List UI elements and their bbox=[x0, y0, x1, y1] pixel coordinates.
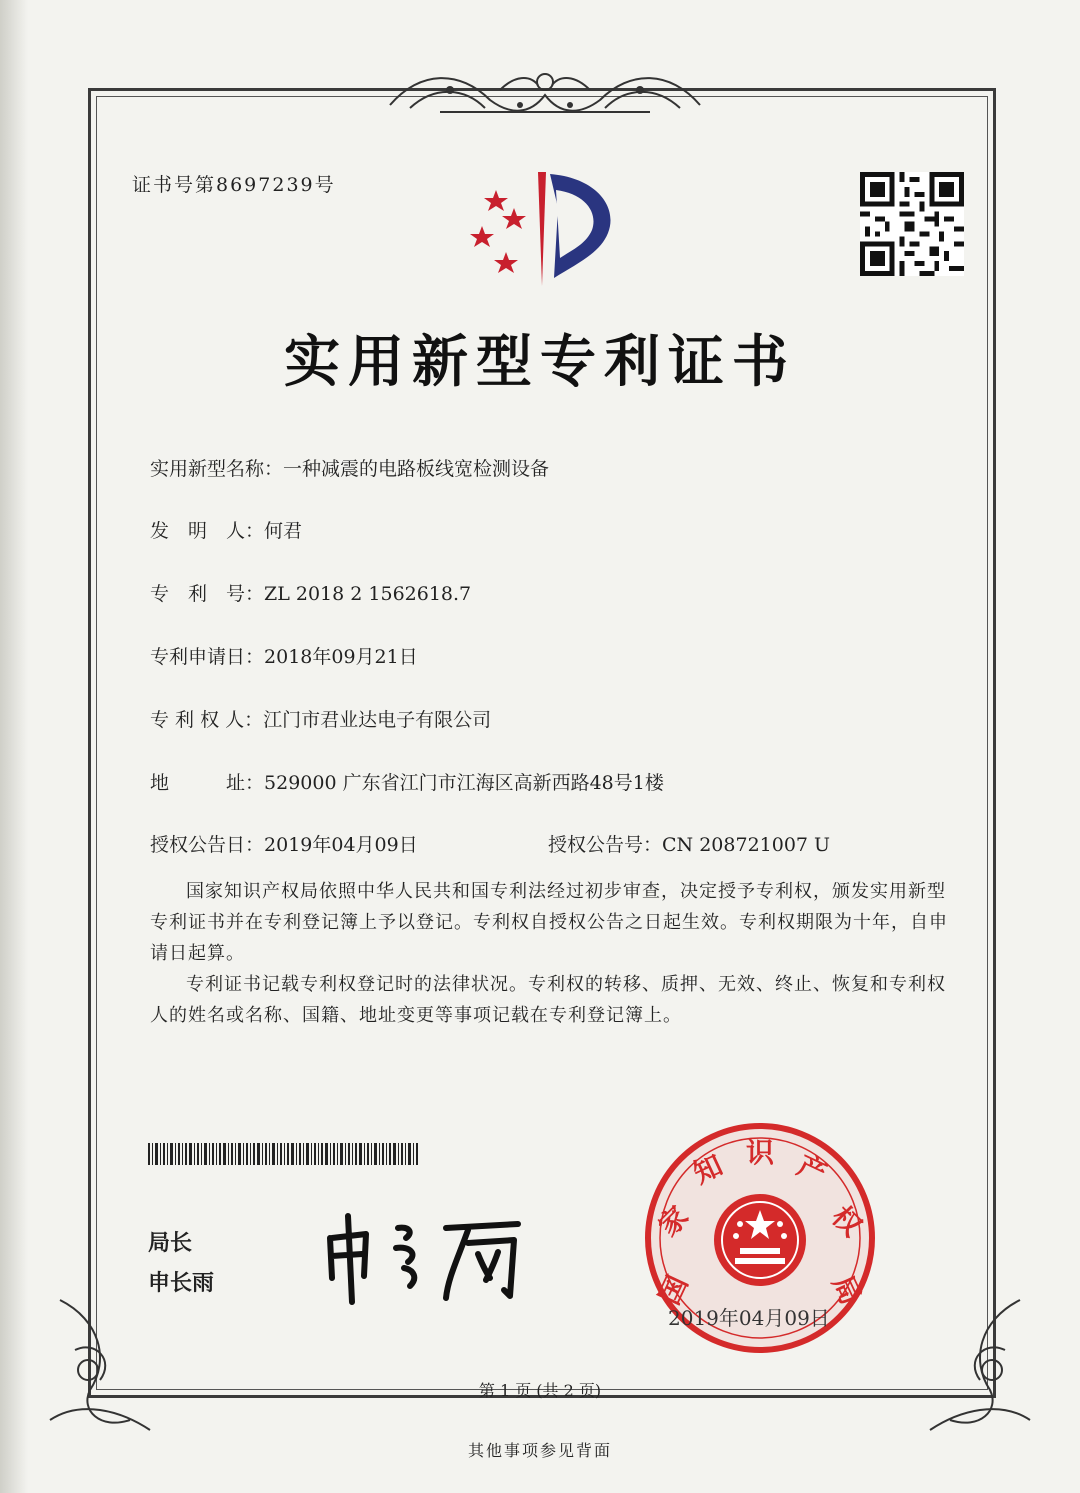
barcode-icon bbox=[148, 1143, 418, 1165]
svg-text:局: 局 bbox=[825, 1270, 868, 1310]
svg-text:识: 识 bbox=[745, 1136, 775, 1169]
top-ornament-icon bbox=[380, 60, 710, 130]
svg-text:知: 知 bbox=[688, 1148, 728, 1191]
grant-number-label: 授权公告号： bbox=[548, 834, 663, 856]
utility-model-name-label: 实用新型名称： bbox=[150, 458, 284, 480]
utility-model-name-value: 一种减震的电路板线宽检测设备 bbox=[283, 458, 550, 480]
patentee-label: 专 利 权 人： bbox=[150, 709, 264, 731]
filing-date-row bbox=[150, 642, 418, 669]
address-label: 地 址： bbox=[150, 772, 265, 794]
grant-date-value: 2019年04月09日 bbox=[264, 834, 418, 856]
grant-number-row bbox=[548, 830, 830, 857]
inventor-label: 发 明 人： bbox=[150, 520, 265, 542]
filing-date-value: 2018年09月21日 bbox=[264, 646, 418, 668]
svg-text:产: 产 bbox=[792, 1148, 832, 1191]
paragraph-legal-status: 专利证书记载专利权登记时的法律状况。专利权的转移、质押、无效、终止、恢复和专利权人的姓名或名称、国籍、地址变更等事项记载在专利登记簿上。 bbox=[150, 974, 946, 1026]
corner-ornament-right-icon bbox=[890, 1290, 1040, 1440]
patent-number-row bbox=[150, 579, 471, 606]
grant-number-value: CN 208721007 U bbox=[662, 834, 831, 856]
address-row bbox=[150, 768, 664, 795]
patent-number-label: 专 利 号： bbox=[150, 583, 265, 605]
svg-text:家: 家 bbox=[651, 1199, 695, 1243]
certificate-number: 证书号第8697239号 bbox=[132, 174, 336, 196]
corner-ornament-left-icon bbox=[40, 1290, 190, 1440]
page-number: 第 1 页 (共 2 页) bbox=[478, 1381, 602, 1400]
utility-model-name-row bbox=[150, 454, 549, 481]
inventor-value: 何君 bbox=[264, 520, 303, 542]
inventor-row bbox=[150, 516, 302, 543]
grant-date-label: 授权公告日： bbox=[150, 834, 265, 856]
svg-text:权: 权 bbox=[825, 1199, 869, 1243]
director-title: 局长 bbox=[148, 1231, 193, 1256]
svg-text:国: 国 bbox=[652, 1270, 695, 1310]
address-value: 529000 广东省江门市江海区高新西路48号1楼 bbox=[264, 772, 664, 794]
seal-date: 2019年04月09日 bbox=[668, 1306, 830, 1330]
paragraph-grant-statement: 国家知识产权局依照中华人民共和国专利法经过初步审查，决定授予专利权，颁发实用新型专利证书并在专利登记簿上予以登记。专利权自授权公告之日起生效。专利权期限为十年，自申请日起算。 bbox=[150, 881, 948, 964]
certificate-title: 实用新型专利证书 bbox=[284, 330, 796, 395]
patentee-row bbox=[150, 705, 491, 732]
patentee-value: 江门市君业达电子有限公司 bbox=[263, 709, 492, 731]
back-note: 其他事项参见背面 bbox=[467, 1441, 612, 1460]
patent-office-logo-icon bbox=[468, 168, 628, 288]
qr-code-icon bbox=[860, 172, 964, 276]
scan-edge-shadow bbox=[0, 0, 28, 1493]
director-name: 申长雨 bbox=[148, 1271, 215, 1296]
filing-date-label: 专利申请日： bbox=[150, 646, 265, 668]
grant-date-row bbox=[150, 830, 418, 857]
patent-number-value: ZL 2018 2 1562618.7 bbox=[264, 583, 472, 605]
director-signature-icon bbox=[318, 1198, 558, 1308]
